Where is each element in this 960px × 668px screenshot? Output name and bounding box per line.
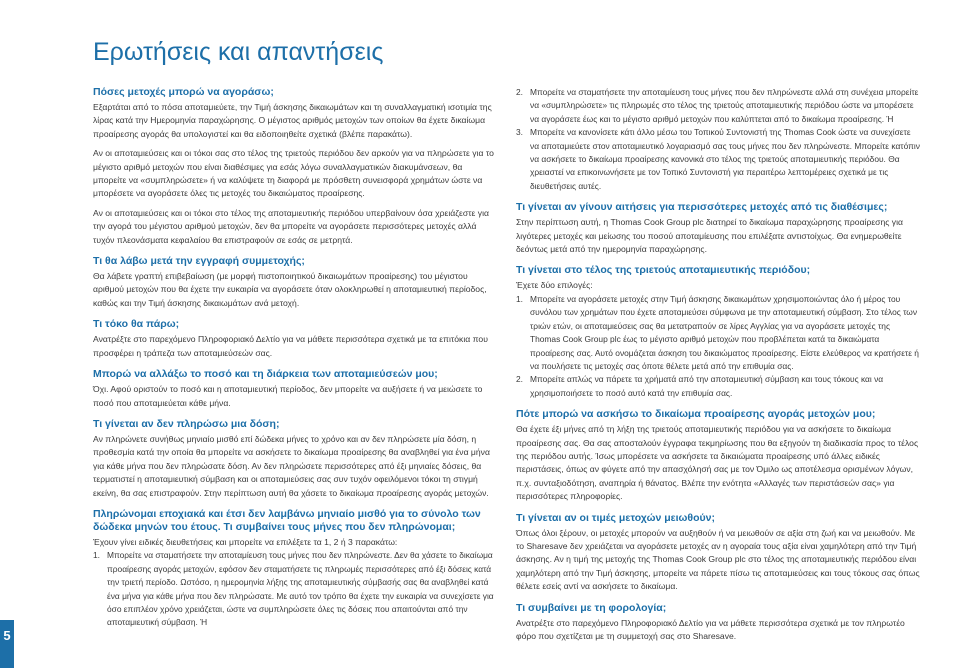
page-title: Ερωτήσεις και απαντήσεις bbox=[93, 38, 384, 66]
list-item bbox=[516, 373, 921, 400]
section-taxation bbox=[516, 602, 921, 644]
options-list bbox=[516, 86, 921, 193]
section-heading: Τι τόκο θα πάρω; bbox=[93, 318, 180, 331]
section-how-many-shares bbox=[93, 86, 498, 247]
paragraph: Ανατρέξτε στο παρεχόμενο Πληροφοριακό Δελτίο για να μάθετε περισσότερα σχετικά με τον πληρωτέο φόρο που σχετίζεται με τη συμμετοχή σας στο Sharesave. bbox=[516, 617, 905, 641]
paragraph: Όπως όλοι ξέρουν, οι μετοχές μπορούν να αυξηθούν ή να μειωθούν σε αξία στη ζωή και να μειωθούν. Με το Sharesave δεν χρειάζεται να αγοράσετε μετοχές αν η αγοραία τους αξία είναι χαμηλότερη από την Τιμή άσκησης. Αν η τιμή της μετοχής της Thomas Cook Group plc στο τέλος της αποταμιευτικής περιόδου είναι χαμηλότερη από την Τιμή άσκησης, μπορείτε να πάρετε πίσω τις αποταμιεύσεις και τους τόκους σας όπως θέλετε εσείς αντί να ασκήσετε το δικαίωμα. bbox=[516, 527, 920, 592]
paragraph: Αν οι αποταμιεύσεις και οι τόκοι στο τέλος της αποταμιευτικής περιόδου υπερβαίνουν όσα χρειάζεστε για την αγορά του μέγιστου αριθμού μετοχών, δεν θα μπορείτε να αγοράσετε περισσότερες μετοχές αλλά τυχόν πλεονάσματα κεφαλαίου θα επιστραφούν σε εσάς σε μετρητά. bbox=[93, 207, 489, 245]
paragraph: Εξαρτάται από το πόσα αποταμιεύετε, την Τιμή άσκησης δικαιωμάτων και τη συναλλαγματική ισοτιμία της λίρας κατά την Ημερομηνία παραχώρησης. Ο μέγιστος αριθμός μετοχών των οποίων θα έχετε δικαίωμα προαίρεσης αγοράς θα υπολογιστεί και θα ειδοποιηθείτε σχετικά (βλέπε παρακάτω). bbox=[93, 102, 492, 139]
list-text: Μπορείτε να κανονίσετε κάτι άλλο μέσω του Τοπικού Συντονιστή της Thomas Cook ώστε να συνεχίσετε να αποταμιεύετε στον αποταμιευτικό λογαριασμό σας τους μήνες που δεν πληρώνεστε. Μπορείτε κατόπιν να ασκήσετε το δικαίωμα προαίρεσης κανονικά στο τέλος της τριετούς αποταμιευτικής περιόδου. Θα χρειαστεί να επικοινωνήσετε με τον Τοπικό Συντονιστή για περαιτέρω λεπτομέρειες σχετικά με τις διευθετήσεις αυτές. bbox=[530, 127, 920, 191]
section-heading: Τι γίνεται αν δεν πληρώσω μια δόση; bbox=[93, 417, 280, 430]
page-number: 5 bbox=[3, 628, 11, 643]
section-after-enrolment bbox=[93, 255, 498, 310]
section-seasonal-options-cont bbox=[516, 86, 921, 193]
paragraph: Αν πληρώνετε συνήθως μηνιαίο μισθό επί δώδεκα μήνες το χρόνο και αν δεν πληρώσετε μία δόση, η προθεσμία κατά την οποία θα μπορείτε να ασκήσετε το δικαίωμα προαίρεσης θα αναβληθεί για ένα μήνα για κάθε μήνα που δεν πληρώσατε δόση. Αν δεν πληρώσετε περισσότερες από έξι μηνιαίες δόσεις, θα τερματιστεί η αποταμιευτική σύμβαση και οι αποταμιεύσεις σας συν τυχόν οφειλόμενοι τόκοι τη στιγμή εκείνη, θα σας επιστραφούν. Στην περίπτωση αυτή θα χάσετε το δικαίωμα προαίρεσης αγοράς μετοχών. bbox=[93, 433, 490, 498]
section-heading: Πότε μπορώ να ασκήσω το δικαίωμα προαίρεσης αγοράς μετοχών μου; bbox=[516, 408, 876, 421]
paragraph: Όχι. Αφού οριστούν το ποσό και η αποταμιευτική περίοδος, δεν μπορείτε να αυξήσετε ή να μειώσετε το ποσό που αποταμιεύεται κάθε μήνα. bbox=[93, 384, 483, 408]
section-heading: Τι γίνεται αν γίνουν αιτήσεις για περισσότερες μετοχές από τις διαθέσιμες; bbox=[516, 201, 888, 214]
section-heading: Πληρώνομαι εποχιακά και έτσι δεν λαμβάνω μηνιαίο μισθό για το σύνολο των δώδεκα μηνών του έτους. Τι συμβαίνει τους μήνες που δεν πληρώνομαι; bbox=[93, 507, 481, 533]
section-interest bbox=[93, 318, 498, 360]
section-exercise-option bbox=[516, 408, 921, 503]
section-heading: Τι γίνεται αν οι τιμές μετοχών μειωθούν; bbox=[516, 511, 715, 524]
section-end-of-period bbox=[516, 264, 921, 400]
list-item bbox=[516, 293, 921, 373]
options-list bbox=[516, 293, 921, 400]
list-text: Μπορείτε να αγοράσετε μετοχές στην Τιμή άσκησης δικαιωμάτων χρησιμοποιώντας όλο ή μέρος του συνόλου των χρημάτων που έχετε αποταμιεύσει σύμφωνα με την αποταμιευτική σύμβαση. Στο τέλος των τριών ετών, οι αποταμιεύσεις σας θα μετατραπούν σε λίρες Αγγλίας για να αγοράσετε μετοχές της Thomas Cook Group plc έως το μέγιστο αριθμό μετοχών που προβλέπεται κατά τα δικαιώματα προαίρεσης σας. Αυτό ονομάζεται άσκηση του δικαιώματος προαίρεσης. Είστε ελεύθερος να κρατήσετε ή να πουλήσετε τις μετοχές σας όποτε θέλετε μετά από την επιθυμία σας. bbox=[530, 293, 919, 371]
section-missed-payment bbox=[93, 418, 498, 500]
paragraph: Έχετε δύο επιλογές: bbox=[516, 280, 593, 291]
section-seasonal-pay bbox=[93, 508, 498, 630]
paragraph: Ανατρέξτε στο παρεχόμενο Πληροφοριακό Δελτίο για να μάθετε περισσότερα σχετικά με τα επιτόκια που προσφέρει η τράπεζα των αποταμιεύσεών σας. bbox=[93, 334, 488, 358]
section-heading: Μπορώ να αλλάξω το ποσό και τη διάρκεια των αποταμιεύσεών μου; bbox=[93, 368, 438, 381]
section-share-price-falls bbox=[516, 512, 921, 594]
section-change-amount bbox=[93, 368, 498, 410]
list-item bbox=[516, 86, 921, 126]
section-heading: Πόσες μετοχές μπορώ να αγοράσω; bbox=[93, 86, 274, 98]
right-column bbox=[516, 86, 921, 651]
list-text: Μπορείτε να σταματήσετε την αποταμίευση τους μήνες που δεν πληρώνεστε αλλά στη συνέχεια μπορείτε να «συμπληρώσετε» τις πληρωμές στο τέλος της τριετούς αποταμιευτικής περιόδου ώστε να μπορέσετε να αγοράσετε έως και το μέγιστο αριθμό μετοχών που καλύπτεται από το δικαίωμα προαίρεσης. Ή bbox=[530, 87, 919, 124]
options-list bbox=[93, 549, 498, 629]
list-text: Μπορείτε απλώς να πάρετε τα χρήματά από την αποταμιευτική σύμβαση και τους τόκους και να χρησιμοποιήσετε το ποσό αυτό κατά την επιθυμία σας. bbox=[530, 374, 884, 398]
section-heading: Τι θα λάβω μετά την εγγραφή συμμετοχής; bbox=[93, 255, 305, 268]
paragraph: Θα έχετε έξι μήνες από τη λήξη της τριετούς αποταμιευτικής περιόδου για να ασκήσετε το δικαίωμα προαίρεσης σας. Θα σας αποσταλούν έγγραφα τεκμηρίωσης που θα εξηγούν τη διαδικασία προς το τέλος της περιόδου αυτής. Ίσως μπορέσετε να ασκήσετε τα δικαιώματα προαίρεσης υπό άλλες ειδικές περιστάσεις, όπως αν φύγετε από την απασχόλησή σας με τον Όμιλο ως αποτέλεσμα ορισμένων λόγων, π.χ. συνταξιοδότηση, αναπηρία ή θάνατος. Βλέπε την ενότητα «Αλλαγές των περιστάσεών σας» για περισσότερες πληροφορίες. bbox=[516, 424, 919, 502]
section-oversubscription bbox=[516, 201, 921, 256]
paragraph: Έχουν γίνει ειδικές διευθετήσεις και μπορείτε να επιλέξετε τα 1, 2 ή 3 παρακάτω: bbox=[93, 536, 398, 547]
list-number: 2. bbox=[516, 374, 523, 385]
paragraph: Θα λάβετε γραπτή επιβεβαίωση (με μορφή πιστοποιητικού δικαιωμάτων προαίρεσης) του μέγιστου αριθμού μετοχών που θα έχετε την ευκαιρία να αγοράσετε όταν ολοκληρωθεί η αποταμιευτική περίοδος, καθώς και την Τιμή άσκησης δικαιωμάτων ανά μετοχή. bbox=[93, 271, 487, 308]
section-heading: Τι γίνεται στο τέλος της τριετούς αποταμιευτικής περιόδου; bbox=[516, 264, 811, 277]
left-column bbox=[93, 86, 498, 638]
list-text: Μπορείτε να σταματήσετε την αποταμίευση τους μήνες που δεν πληρώνεστε. Δεν θα χάσετε το δικαίωμα προαίρεσης αγοράς μετοχών, εφόσον δεν σταματήσετε τις πληρωμές περισσότερες από έξι δόσεις κατά την τριετή περίοδο. Ωστόσο, η ημερομηνία λήξης της αποταμιευτικής σύμβασής σας θα αναβληθεί κατά ένα μήνα για κάθε μήνα που δεν πληρώσατε. Με αυτό τον τρόπο θα έχετε την ευκαιρία να συνεχίσετε για όσο επιπλέον χρόνο χρειάζεται, ώστε να συμπληρώσετε όλες τις δόσεις που απαιτούνται από την αποταμιευτική σύμβαση. Ή bbox=[107, 550, 494, 628]
list-number: 1. bbox=[93, 550, 100, 561]
list-number: 2. bbox=[516, 87, 523, 97]
paragraph: Στην περίπτωση αυτή, η Thomas Cook Group plc διατηρεί το δικαίωμα παραχώρησης προαίρεσης για λιγότερες μετοχές και μείωσης του ποσού αποταμίευσης που επιλέξατε αντιστοίχως. Θα ενημερωθείτε δεόντως μετά από την ημερομηνία παραχώρησης. bbox=[516, 217, 903, 255]
paragraph: Αν οι αποταμιεύσεις και οι τόκοι σας στο τέλος της τριετούς περιόδου δεν αρκούν για να πληρώσετε για το μέγιστο αριθμό μετοχών που είναι διαθέσιμες για εσάς λόγω συναλλαγματικών διακυμάνσεων, θα μπορείτε να «συμπληρώσετε» ή να καλύψετε τη διαφορά με πρόσθετη συνεισφορά χρημάτων ώστε να μπορέσετε να αγοράσετε όλες τις μετοχές του δικαιώματος προαίρεσης. bbox=[93, 148, 494, 199]
list-number: 3. bbox=[516, 127, 523, 138]
list-item bbox=[516, 126, 921, 193]
list-number: 1. bbox=[516, 293, 523, 304]
section-heading: Τι συμβαίνει με τη φορολογία; bbox=[516, 601, 667, 614]
list-item bbox=[93, 549, 498, 629]
